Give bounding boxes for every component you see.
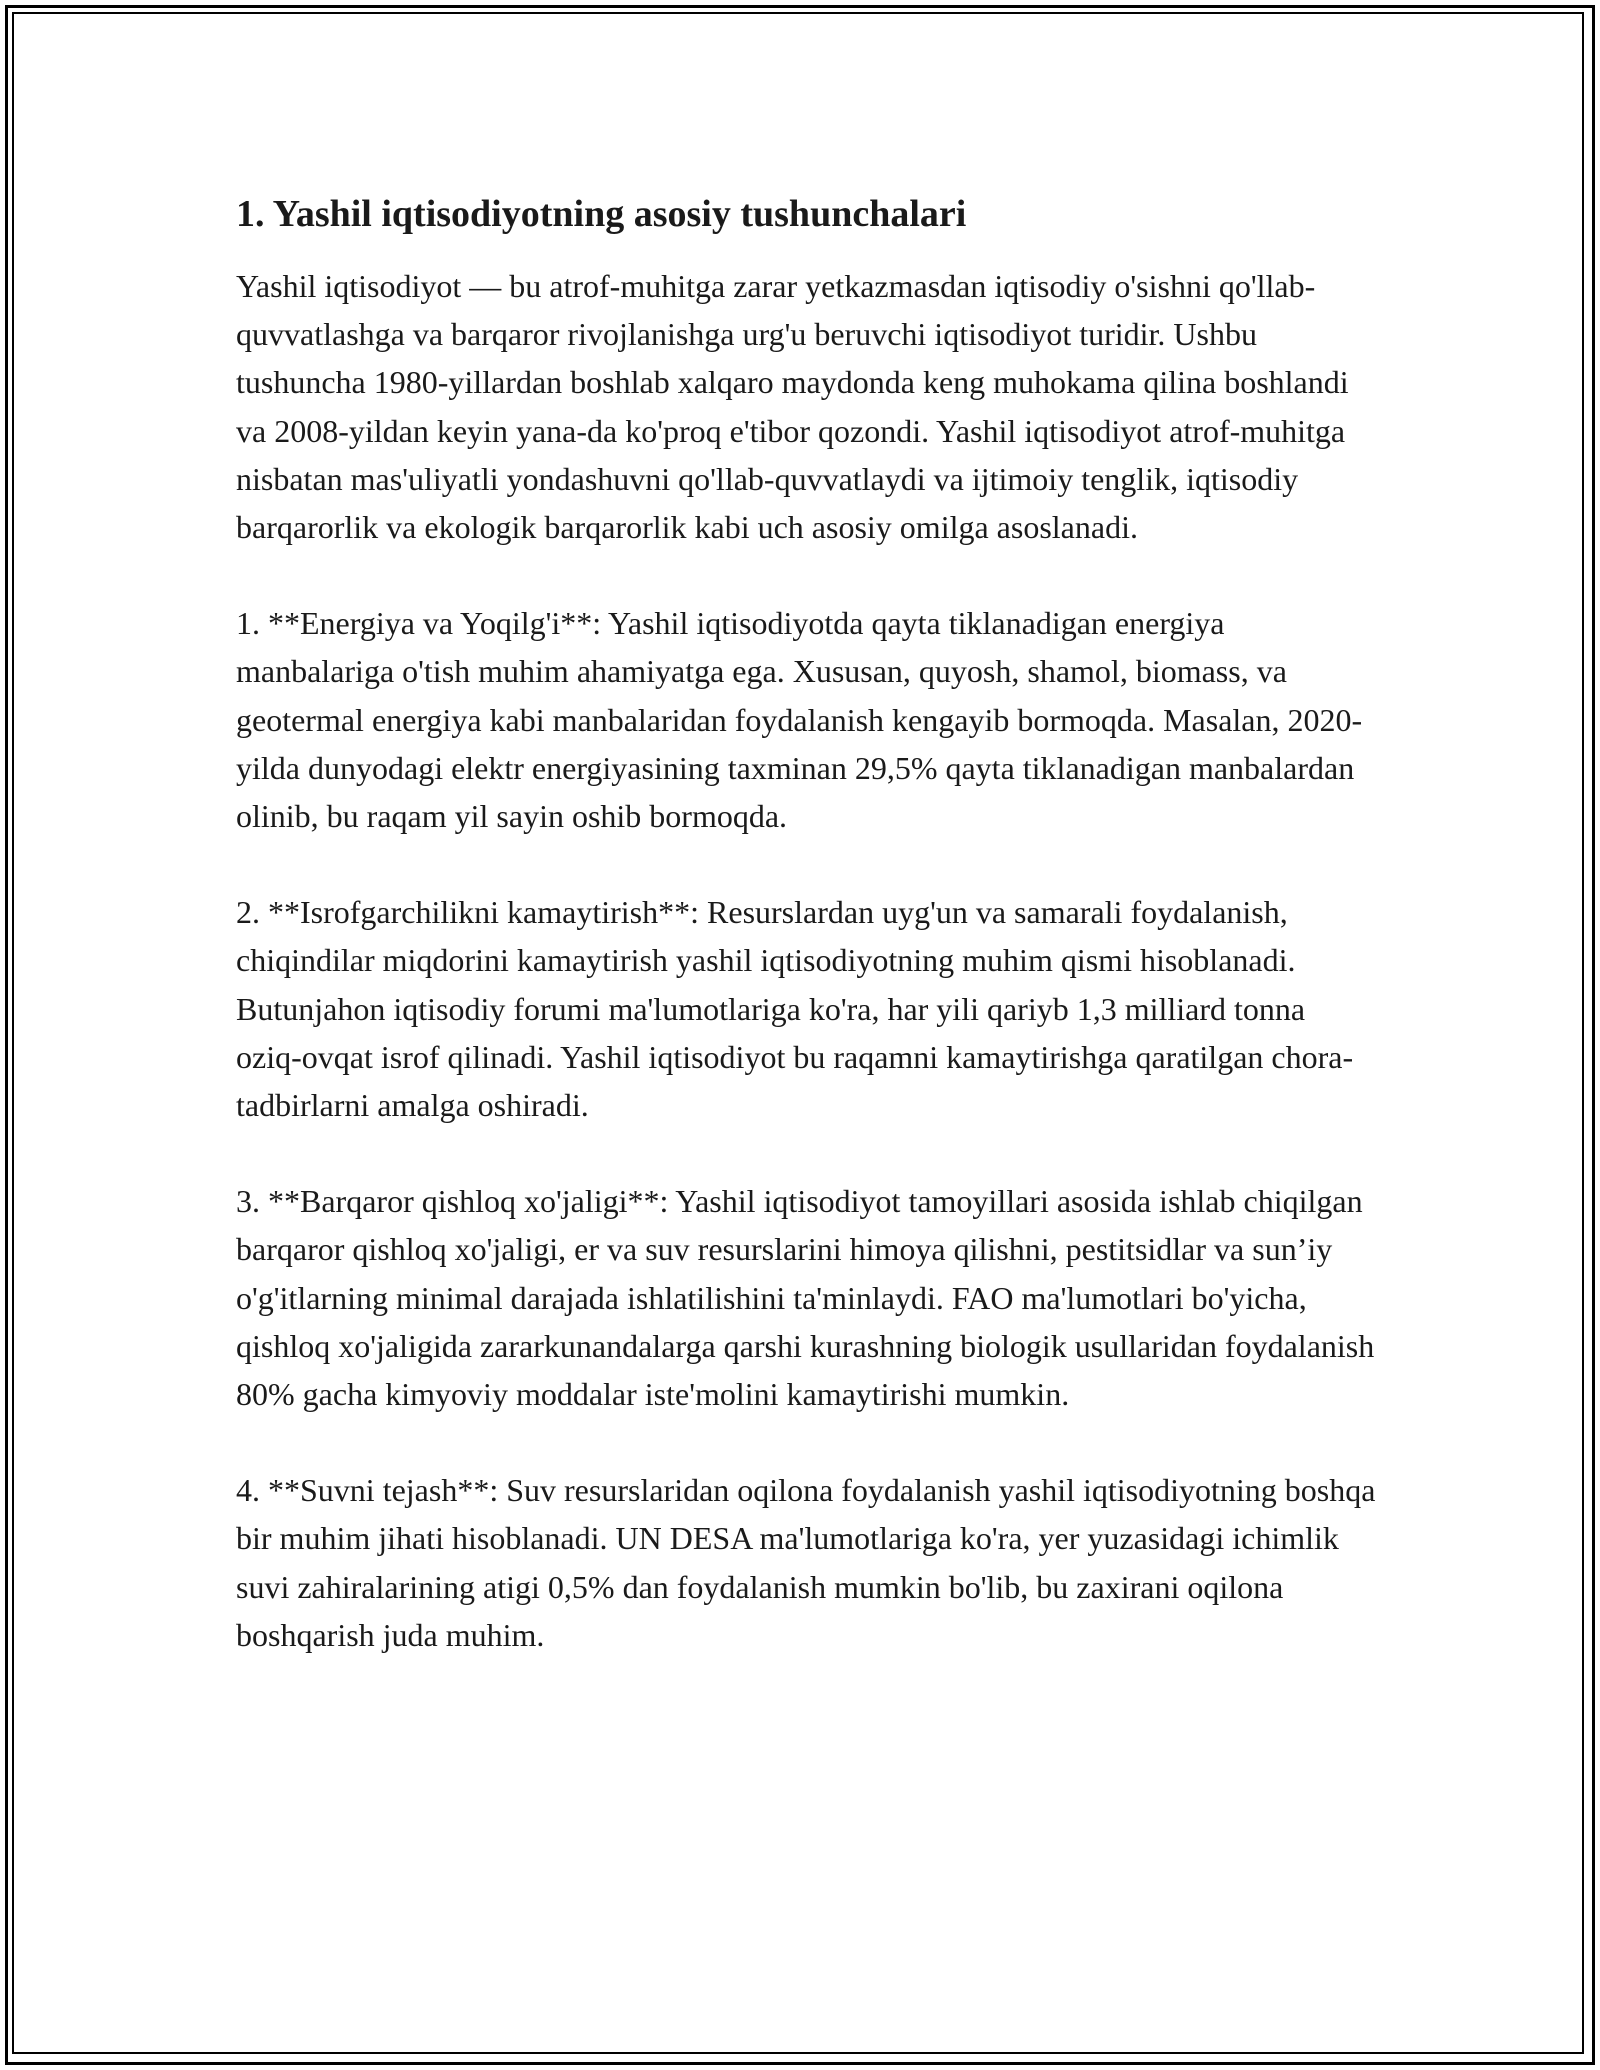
paragraph-waste-reduction: 2. **Isrofgarchilikni kamaytirish**: Resurslardan uyg'un va samarali foydalanish, chiqindilar miqdorini kamaytirish yashil iqtisodiyotning muhim qismi hisoblanadi. Butunjahon iqtisodiy forumi ma'lumotlariga ko'ra, har yili qariyb 1,3 milliard tonna oziq-ovqat isrof qilinadi. Yashil iqtisodiyot bu raqamni kamaytirishga qaratilgan chora-tadbirlarni amalga oshiradi. <box>236 894 1354 1124</box>
paragraph-sustainable-agriculture: 3. **Barqaror qishloq xo'jaligi**: Yashil iqtisodiyot tamoyillari asosida ishlab chiqilgan barqaror qishloq xo'jaligi, er va suv resurslarini himoya qilishni, pestitsidlar va sun’iy o'g'itlarning minimal darajada ishlatilishini ta'minlaydi. FAO ma'lumotlari bo'yicha, qishloq xo'jaligida zararkunandalarga qarshi kurashning biologik usullaridan foydalanish 80% gacha kimyoviy moddalar iste'molini kamaytirishi mumkin. <box>236 1183 1375 1413</box>
paragraph-water-saving: 4. **Suvni tejash**: Suv resurslaridan oqilona foydalanish yashil iqtisodiyotning boshqa bir muhim jihati hisoblanadi. UN DESA ma'lumotlariga ko'ra, yer yuzasidagi ichimlik suvi zahiralarining atigi 0,5% dan foydalanish mumkin bo'lib, bu zaxirani oqilona boshqarish juda muhim. <box>236 1472 1376 1653</box>
document-page <box>236 186 1376 1707</box>
paragraph-energy: 1. **Energiya va Yoqilg'i**: Yashil iqtisodiyotda qayta tiklanadigan energiya manbalariga o'tish muhim ahamiyatga ega. Xususan, quyosh, shamol, biomass, va geotermal energiya kabi manbalaridan foydalanish kengayib bormoqda. Masalan, 2020-yilda dunyodagi elektr energiyasining taxminan 29,5% qayta tiklanadigan manbalardan olinib, bu raqam yil sayin oshib bormoqda. <box>236 605 1363 835</box>
intro-paragraph: Yashil iqtisodiyot — bu atrof-muhitga zarar yetkazmasdan iqtisodiy o'sishni qo'llab-quvvatlashga va barqaror rivojlanishga urg'u beruvchi iqtisodiyot turidir. Ushbu tushuncha 1980-yillardan boshlab xalqaro maydonda keng muhokama qilina boshlandi va 2008-yildan keyin yana-da ko'proq e'tibor qozondi. Yashil iqtisodiyot atrof-muhitga nisbatan mas'uliyatli yondashuvni qo'llab-quvvatlaydi va ijtimoiy tenglik, iqtisodiy barqarorlik va ekologik barqarorlik kabi uch asosiy omilga asoslanadi. <box>236 268 1349 546</box>
section-heading: 1. Yashil iqtisodiyotning asosiy tushunchalari <box>236 193 967 235</box>
